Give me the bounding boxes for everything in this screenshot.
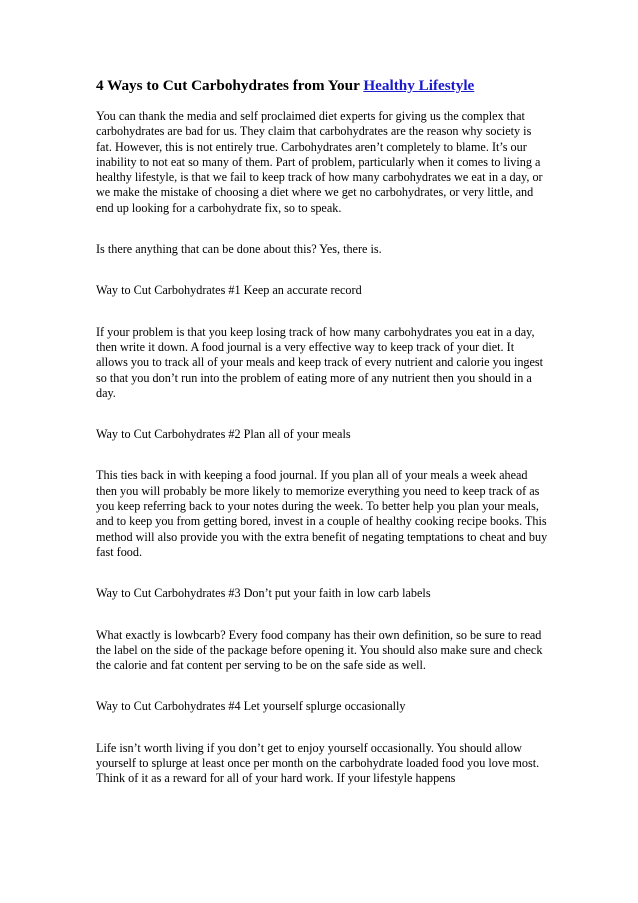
intro-paragraph: You can thank the media and self proclaimed diet experts for giving us the complex that carbohydrates are bad for us. They claim that carbohydrates are the reason why society is fat. However, this is not entirely true. Carbohydrates aren’t completely to blame. It’s our inability to not eat so many of them. Part of problem, particularly when it comes to living a healthy lifestyle, is that we fail to keep track of how many carbohydrates we eat in a day, or we make the mistake of choosing a diet where we get no carbohydrates, or very little, and end up looking for a carbohydrate fix, so to speak. [96,109,543,215]
section-heading-3: Way to Cut Carbohydrates #3 Don’t put your faith in low carb labels [96,586,431,601]
healthy-lifestyle-link[interactable]: Healthy Lifestyle [363,77,475,94]
page-title [96,76,548,96]
section-body-1: If your problem is that you keep losing track of how many carbohydrates you eat in a day, then write it down. A food journal is a very effective way to keep track of your diet. It allows you to track all of your meals and keep track of every nutrient and calorie you ingest so that you don’t run into the problem of eating more of any nutrient then you should in a day. [96,324,544,400]
question-paragraph: Is there anything that can be done about this? Yes, there is. [96,242,382,257]
section-body-2: This ties back in with keeping a food journal. If you plan all of your meals a week ahead then you will probably be more likely to memorize everything you need to keep track of as you keep referring back to your notes during the week. To better help you plan your meals, and to keep you from getting bored, invest in a couple of healthy cooking recipe books. This method will also provide you with the extra benefit of negating temptations to cheat and buy fast food. [96,468,548,559]
section-body-4: Life isn’t worth living if you don’t get to enjoy yourself occasionally. You should allow yourself to splurge at least once per month on the carbohydrate loaded food you love most. Think of it as a reward for all of your hard work. If your lifestyle happens [96,740,540,786]
document-body [96,76,548,787]
section-heading-2: Way to Cut Carbohydrates #2 Plan all of your meals [96,427,351,442]
title-text: 4 Ways to Cut Carbohydrates from Your [96,77,364,94]
section-heading-4: Way to Cut Carbohydrates #4 Let yourself splurge occasionally [96,699,406,714]
section-heading-1: Way to Cut Carbohydrates #1 Keep an accurate record [96,283,362,298]
section-body-3: What exactly is lowbcarb? Every food company has their own definition, so be sure to read the label on the side of the package before opening it. You should also make sure and check the calorie and fat content per serving to be on the safe side as well. [96,627,543,673]
